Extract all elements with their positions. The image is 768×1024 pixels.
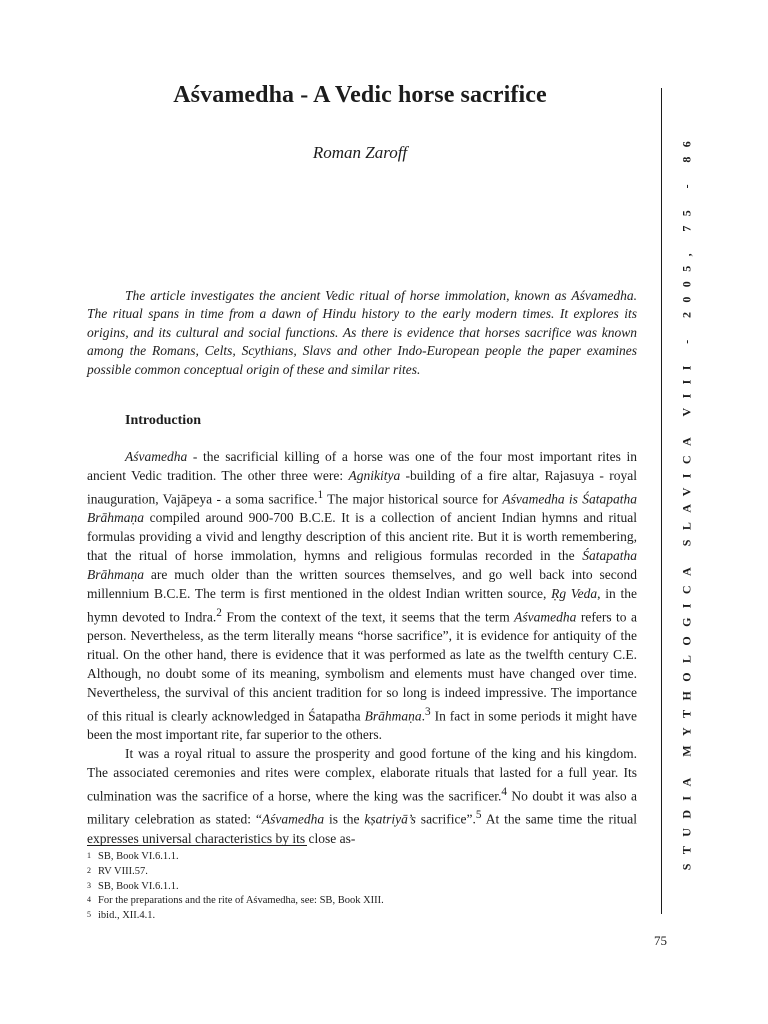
- footnote-ref[interactable]: 2: [216, 606, 222, 619]
- section-heading: Introduction: [125, 413, 201, 428]
- footnote: [87, 880, 637, 895]
- article-body: [87, 448, 637, 849]
- footnote: [87, 909, 637, 924]
- footnote-ref[interactable]: 4: [501, 785, 507, 798]
- body-paragraph: [87, 745, 637, 849]
- footnote-number: 2: [87, 865, 91, 875]
- text-run: are much older than the written sources themselves, and go well back into second millennium B.C.E. The term is first mentioned in the oldest Indian written source,: [87, 566, 637, 601]
- abstract: The article investigates the ancient Vedic ritual of horse immolation, known as Aśvamedha. The ritual spans in time from a dawn of Hindu history to the early modern times. It explores its origins, and its cultural and social functions. As there is evidence that horses sacrifice was known among the Romans, Celts, Scythians, Slavs and other Indo-European people the paper examines possible common conceptual origin of these and similar rites.: [87, 288, 637, 377]
- footnote-divider: [87, 845, 307, 846]
- italic-term: Ṛg Veda: [551, 585, 598, 601]
- italic-term: Aśvamedha: [125, 449, 188, 464]
- text-run: The major historical source for: [323, 491, 503, 507]
- author-name: Roman Zaroff: [312, 143, 408, 162]
- footnote: [87, 850, 637, 865]
- article-title: Aśvamedha - A Vedic horse sacrifice: [173, 82, 547, 108]
- text-run: compiled around 900-700 B.C.E. It is a collection of ancient Indian hymns and ritual formulas providing a vivid and lengthy description of this ancient rite. But it is worth remembering, that the ritual of horse immolation, hymns and religious formulas recorded in the: [87, 510, 637, 564]
- text-run: is the: [324, 811, 365, 827]
- footnotes-list: [87, 850, 637, 924]
- italic-term: Aśvamedha: [261, 811, 325, 827]
- footnote-text: RV VIII.57.: [98, 865, 148, 877]
- text-run: In fact in some periods it might have been the most important rite, far superior to the others.: [87, 708, 637, 743]
- journal-running-head: STUDIA MYTHOLOGICA SLAVICA VIII - 2005, 75 - 86: [679, 131, 694, 871]
- footnote-number: 5: [87, 910, 91, 920]
- italic-term: Brāhmaṇa: [364, 708, 422, 724]
- footnote-number: 1: [87, 851, 91, 860]
- text-run: - the sacrificial killing of a horse was one of the four most important rites in ancient Vedic tradition. The other three were:: [87, 449, 637, 483]
- footnote-ref[interactable]: 5: [475, 809, 482, 822]
- footnote-text: For the preparations and the rite of Aśvamedha, see: SB, Book XIII.: [98, 895, 384, 907]
- text-run: No doubt it was also a military celebration as stated: “: [87, 788, 637, 827]
- footnote-text: SB, Book VI.6.1.1.: [98, 851, 179, 862]
- text-run: -building of a fire altar, Rajasuya - royal inauguration, Vajāpeya - a soma sacrifice.: [87, 467, 637, 507]
- text-run: .: [421, 708, 425, 724]
- text-run: , in the hymn devoted to Indra.: [87, 585, 637, 625]
- footnote-number: 3: [87, 880, 91, 890]
- footnote-text: ibid., XII.4.1.: [98, 910, 156, 922]
- body-paragraph: [87, 448, 637, 745]
- footnote: [87, 894, 637, 909]
- italic-term: Aśvamedha: [514, 609, 577, 625]
- text-run: From the context of the text, it seems that the term: [221, 609, 515, 625]
- footnote-text: SB, Book VI.6.1.1.: [98, 880, 179, 892]
- footnote-number: 4: [87, 895, 91, 905]
- italic-term: Agnikitya: [348, 467, 401, 483]
- footnote-ref[interactable]: 1: [317, 488, 324, 501]
- italic-term: Śatapatha Brāhmaṇa: [87, 548, 637, 582]
- italic-term: Aśvamedha is Śatapatha Brāhmaṇa: [87, 491, 637, 526]
- text-run: At the same time the ritual expresses universal characteristics by its close as-: [87, 811, 638, 846]
- footnote: [87, 865, 637, 880]
- italic-term: kṣatriyā’s: [364, 811, 416, 827]
- text-run: It was a royal ritual to assure the prosperity and good fortune of the king and his kingdom. The associated ceremonies and rites were complex, elaborate rituals that lasted for a full year. Its culmination was the sacrifice of a horse, where the king was the sacrificer.: [87, 746, 637, 804]
- page-number: 75: [654, 933, 667, 948]
- margin-rule: [661, 88, 662, 914]
- text-run: sacrifice”.: [415, 811, 476, 827]
- footnote-ref[interactable]: 3: [424, 705, 431, 718]
- text-run: refers to a person. Nevertheless, as the term literally means “horse sacrifice”, it is evidence for antiquity of the ritual. On the other hand, there is evidence that it was performed as late as the twelfth century C.E. Although, no doubt some of its meaning, symbolism and elements must have changed over time. Nevertheless, the survival of this ancient tradition for so long is indeed impressive. The importance of this ritual is clearly acknowledged in Śatapatha: [87, 609, 637, 724]
